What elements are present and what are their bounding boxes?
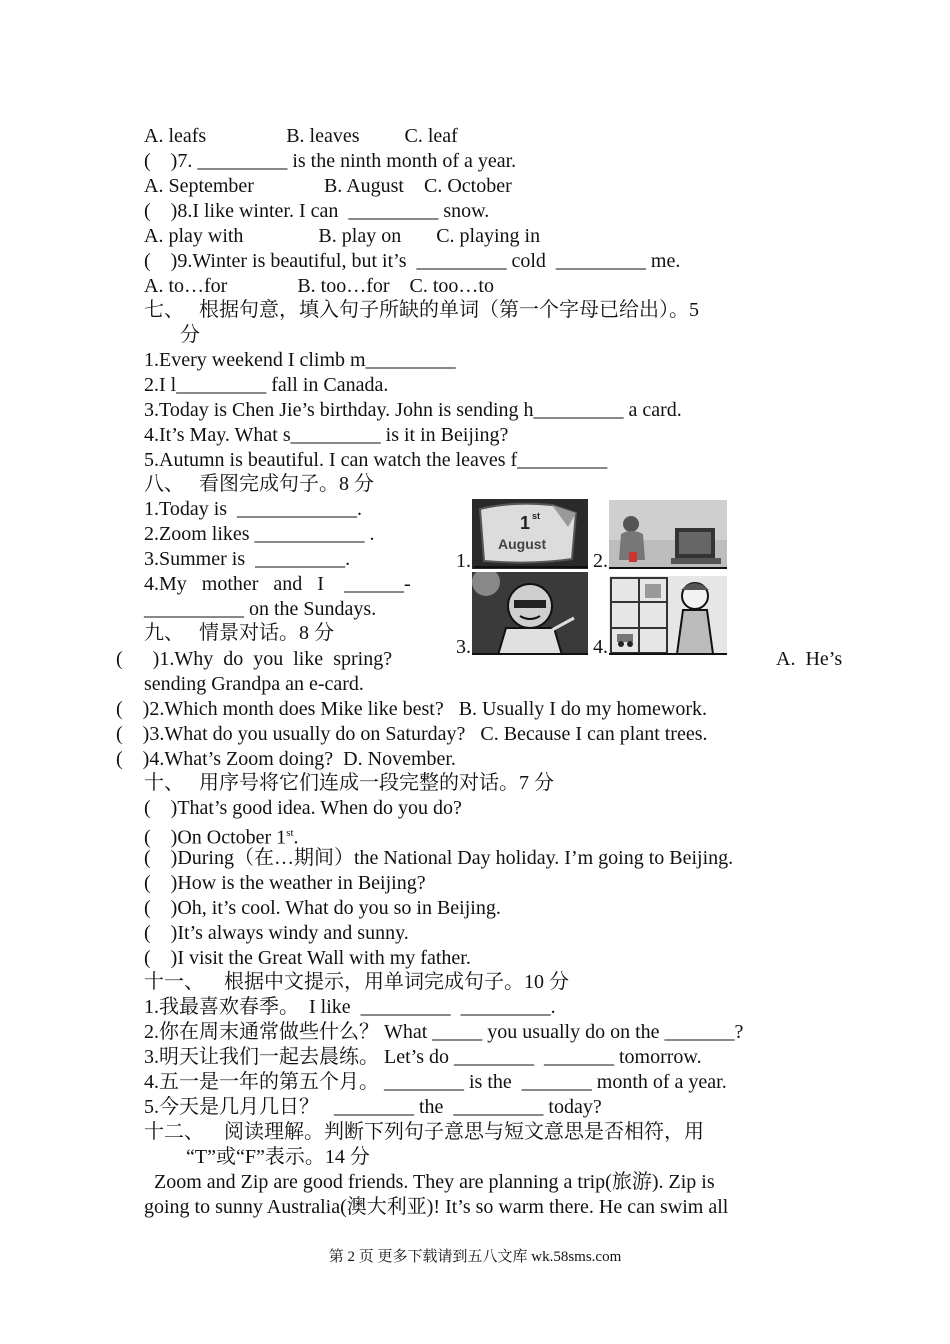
section8-title: 八、 看图完成句子。8 分 (144, 473, 374, 495)
picture-2-label: 2. (593, 550, 608, 572)
q6-options: A. leafs B. leaves C. leaf (144, 125, 458, 147)
s12-paragraph-line2: going to sunny Australia(澳大利亚)! It’s so warm there. He can swim all (144, 1196, 729, 1218)
calendar-day-sup: st (532, 511, 541, 521)
s11-item-4: 4.五一是一年的第五个月。 ________ is the _______ month of a year. (144, 1071, 727, 1093)
s10-item-4: ( )How is the weather in Beijing? (144, 872, 426, 894)
q7-options: A. September B. August C. October (144, 175, 512, 197)
s9-item-4: ( )4.What’s Zoom doing? D. November. (116, 748, 456, 770)
s7-item-3: 3.Today is Chen Jie’s birthday. John is sending h_________ a card. (144, 399, 682, 421)
q8-options: A. play with B. play on C. playing in (144, 225, 541, 247)
q8-question: ( )8.I like winter. I can _________ snow. (144, 200, 490, 222)
calendar-august-picture (472, 499, 588, 569)
q7-question: ( )7. _________ is the ninth month of a year. (144, 150, 517, 172)
s11-item-5: 5.今天是几月几日？ ________ the _________ today? (144, 1096, 602, 1118)
s9-item-3: ( )3.What do you usually do on Saturday? C. Because I can plant trees. (116, 723, 708, 745)
s9-item-1: ( )1.Why do you like spring? (116, 648, 393, 670)
s8-item-4-cont: __________ on the Sundays. (144, 598, 377, 620)
s11-item-2: 2.你在周末通常做些什么？ What _____ you usually do on the _______? (144, 1021, 744, 1043)
s10-item-2: ( )On October 1st. (144, 826, 299, 849)
s7-item-5: 5.Autumn is beautiful. I can watch the leaves f_________ (144, 449, 608, 471)
calendar-month: August (498, 536, 547, 552)
picture-4-label: 4. (593, 636, 608, 658)
page-footer: 第 2 页 更多下载请到五八文库 wk.58sms.com (328, 1249, 622, 1265)
s10-item-1: ( )That’s good idea. When do you do? (144, 797, 462, 819)
s8-item-1: 1.Today is ____________. (144, 498, 363, 520)
s10-item-5: ( )Oh, it’s cool. What do you so in Beijing. (144, 897, 501, 919)
s7-item-2: 2.I l_________ fall in Canada. (144, 374, 389, 396)
s7-item-1: 1.Every weekend I climb m_________ (144, 349, 456, 371)
section12-title-cont: “T”或“F”表示。14 分 (186, 1146, 370, 1168)
summer-character-picture (472, 572, 588, 655)
picture-3-label: 3. (456, 636, 471, 658)
section7-title-cont: 分 (180, 324, 200, 346)
section9-title: 九、 情景对话。8 分 (144, 622, 334, 644)
girl-and-toys-picture (609, 576, 727, 655)
s12-paragraph-line1: Zoom and Zip are good friends. They are planning a trip(旅游). Zip is (144, 1171, 715, 1193)
q9-question: ( )9.Winter is beautiful, but it’s _________ cold _________ me. (144, 250, 681, 272)
s9-answer-a-cont: sending Grandpa an e-card. (144, 673, 364, 695)
s10-item-3: ( )During（在…期间）the National Day holiday. I’m going to Beijing. (144, 847, 734, 869)
watching-tv-picture (609, 500, 727, 569)
picture-1-label: 1. (456, 550, 471, 572)
section11-title: 十一、 根据中文提示，用单词完成句子。10 分 (144, 971, 569, 993)
s10-item-6: ( )It’s always windy and sunny. (144, 922, 409, 944)
superscript: st (286, 827, 294, 839)
s10-item-7: ( )I visit the Great Wall with my father. (144, 947, 471, 969)
calendar-day: 1 (520, 513, 531, 533)
s9-item-2: ( )2.Which month does Mike like best? B. Usually I do my homework. (116, 698, 708, 720)
section10-title: 十、 用序号将它们连成一段完整的对话。7 分 (144, 772, 554, 794)
section7-title: 七、 根据句意，填入句子所缺的单词（第一个字母已给出）。5 (144, 299, 699, 321)
s8-item-3: 3.Summer is _________. (144, 548, 351, 570)
s9-answer-a: A. He’s (776, 648, 843, 670)
s11-item-3: 3.明天让我们一起去晨练。 Let’s do ________ _______ tomorrow. (144, 1046, 702, 1068)
s11-item-1: 1.我最喜欢春季。 I like _________ _________. (144, 996, 556, 1018)
s7-item-4: 4.It’s May. What s_________ is it in Beijing? (144, 424, 509, 446)
q9-options: A. to…for B. too…for C. too…to (144, 275, 494, 297)
section12-title: 十二、 阅读理解。判断下列句子意思与短文意思是否相符，用 (144, 1121, 704, 1143)
s8-item-4: 4.My mother and I ______- (144, 573, 411, 595)
s8-item-2: 2.Zoom likes ___________ . (144, 523, 375, 545)
